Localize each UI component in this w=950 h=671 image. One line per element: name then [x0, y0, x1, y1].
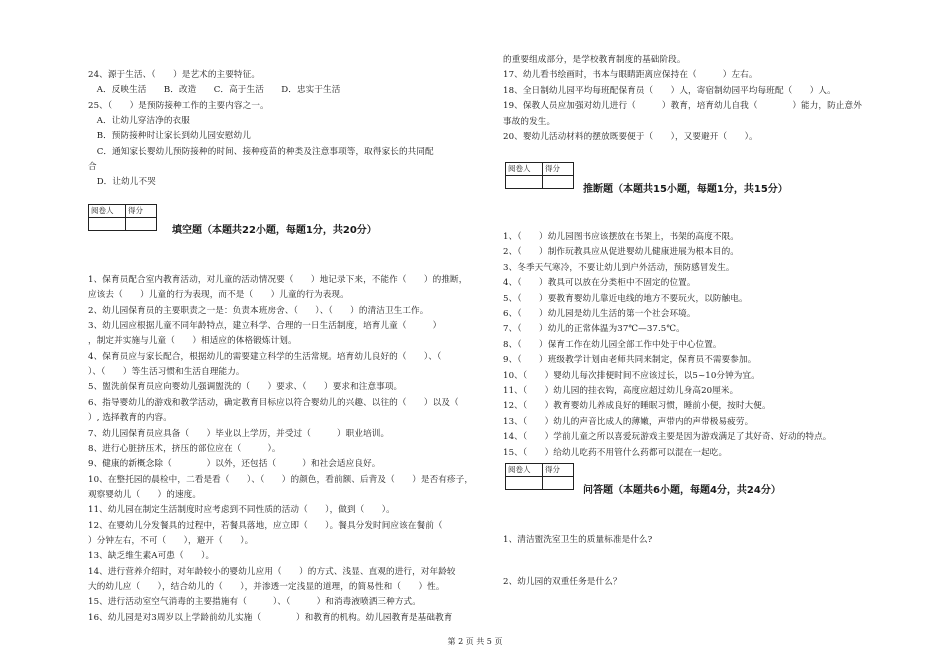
score-label: 得分	[543, 464, 574, 477]
score-cell	[543, 176, 574, 189]
qa-question-line: 2、幼儿园的双重任务是什么？	[503, 577, 622, 587]
fill-question-line: 大的幼儿应（ ），结合幼儿的（ ），并渗透一定浅显的道理，的简易性和（ ）性。	[88, 582, 445, 592]
fill-question-line: 8、进行心脏挤压术，挤压的部位应在（ ）。	[88, 443, 281, 454]
reviewer-cell	[506, 477, 543, 490]
fill-question-line: 16、幼儿园是对3周岁以上学龄前幼儿实施（ ）和教育的机构。幼儿园教育是基础教育	[88, 612, 453, 623]
judge-question-line: 15、（ ）给幼儿吃药不用管什么药都可以混在一起吃。	[503, 447, 728, 458]
question-line: 18、全日制幼儿园平均每班配保育员（ ）人，寄宿制幼园平均每班配（ ）人。	[503, 85, 836, 96]
score-label: 得分	[543, 163, 574, 176]
question-line: A．反映生活 B．改造 C．高于生活 D．忠实于生活	[88, 85, 341, 96]
fill-question-line: ，制定并实施与儿童（ ）相适应的体格锻炼计划。	[88, 336, 297, 347]
question-line: D．让幼儿不哭	[88, 177, 156, 188]
question-line: 25、（ ）是预防接种工作的主要内容之一。	[88, 100, 269, 111]
question-line: B．预防接种时让家长到幼儿园安慰幼儿	[88, 131, 251, 142]
fill-question-line: ）分钟左右，不可（ ），避开（ ）。	[88, 535, 254, 546]
fill-question-line: ）, 选择教育的内容。	[88, 413, 172, 424]
score-box	[505, 162, 574, 189]
score-cell	[126, 218, 157, 231]
page-footer: 第 2 页 共 5 页	[447, 637, 503, 646]
score-label: 得分	[126, 205, 157, 218]
judge-question-line: 14、（ ）学前儿童之所以喜爱玩游戏主要是因为游戏满足了其好奇、好动的特点。	[503, 432, 832, 443]
judge-question-line: 5、（ ）要教育婴幼儿靠近电线的地方不要玩火，以防触电。	[503, 293, 748, 304]
judge-question-line: 9、（ ）班级教学计划由老师共同来制定，保育员不需要参加。	[503, 355, 757, 366]
qa-question-line: 1、清洁盥洗室卫生的质量标准是什么?	[503, 535, 653, 545]
fill-question-line: 10、在整托园的晨检中，二看是看（ ）、（ ）的颜色，看前额、后背及（ ）是否有疹子，	[88, 474, 474, 485]
judge-question-line: 4、（ ）教具可以放在分类柜中不固定的位置。	[503, 278, 696, 289]
judge-question-line: 1、（ ）幼儿园图书应该摆放在书架上，书架的高度不限。	[503, 232, 739, 242]
question-line: 事故的发生。	[503, 116, 556, 127]
reviewer-label: 阅卷人	[506, 163, 543, 176]
score-box	[505, 463, 574, 490]
question-line: 合	[88, 161, 97, 172]
section-title-judge: 推断题（本题共15小题，每题1分，共15分）	[583, 184, 788, 195]
fill-question-line: 14、进行营养介绍时，对年龄较小的婴幼儿应用（ ）的方式、浅显、直观的进行，对年龄较	[88, 566, 456, 577]
judge-question-line: 6、（ ）幼儿园是幼儿生活的第一个社会环境。	[503, 309, 696, 319]
fill-question-line: 13、缺乏维生素A可患（ ）。	[88, 551, 215, 562]
judge-question-line: 2、（ ）制作玩教具应从促进婴幼儿健康进展为根本目的。	[503, 247, 739, 258]
fill-question-line: 5、盥洗前保育员应向婴幼儿强调盥洗的（ ）要求、（ ）要求和注意事项。	[88, 382, 403, 393]
judge-question-line: 8、（ ）保育工作在幼儿园全部工作中处于中心位置。	[503, 339, 722, 350]
score-cell	[543, 477, 574, 490]
reviewer-cell	[89, 218, 126, 231]
fill-question-line: 3、幼儿园应根据儿童不同年龄特点，建立科学、合理的一日生活制度，培育儿童（ ）	[88, 321, 442, 332]
question-line: 20、婴幼儿活动材料的摆放既要便于（ ），又要避开（ ）。	[503, 132, 758, 142]
question-line: A．让幼儿穿洁净的衣服	[88, 115, 190, 126]
fill-question-line: 2、幼儿园保育员的主要职责之一是：负责本班房舍、（ ）、（ ）的清洁卫生工作。	[88, 305, 429, 316]
question-line: 17、幼儿看书绘画时，书本与眼睛距离应保持在（ ）左右。	[503, 70, 758, 81]
fill-question-line: 15、进行活动室空气消毒的主要措施有（ ）、（ ）和消毒液喷洒三种方式。	[88, 597, 421, 608]
fill-question-line: ）、（ ）等生活习惯和生活自理能力。	[88, 367, 245, 378]
judge-question-line: 7、（ ）幼儿的正常体温为37℃—37.5℃。	[503, 324, 685, 335]
question-line: C．通知家长婴幼儿预防接种的时间、接种疫苗的种类及注意事项等，取得家长的共同配	[88, 146, 434, 157]
score-box	[88, 204, 157, 231]
fill-question-line: 6、指导婴幼儿的游戏和教学活动，确定教育目标应以符合婴幼儿的兴趣、以往的（ ）以及（	[88, 397, 459, 408]
judge-question-line: 10、（ ）婴幼儿每次排便时间不应该过长，以5~10分钟为宜。	[503, 370, 760, 381]
fill-question-line: 1、保育员配合室内教育活动，对儿童的活动情况要（ ）地记录下来，不能作（ ）的推断，	[88, 275, 468, 285]
question-line: 19、保教人员应加强对幼儿进行（ ）教育，培育幼儿自我（ ）能力，防止意外	[503, 101, 862, 112]
judge-question-line: 3、冬季天气寒冷，不要让幼儿到户外活动，预防感冒发生。	[503, 262, 735, 273]
judge-question-line: 11、（ ）幼儿园的挂衣钩，高度应超过幼儿身高20厘米。	[503, 386, 739, 396]
reviewer-label: 阅卷人	[506, 464, 543, 477]
section-title-qa: 问答题（本题共6小题，每题4分，共24分）	[583, 485, 781, 496]
fill-question-line: 7、幼儿园保育员应具备（ ）毕业以上学历，并受过（ ）职业培训。	[88, 428, 390, 439]
fill-question-line: 12、在婴幼儿分发餐具的过程中，若餐具落地，应立即（ ）。餐具分发时间应该在餐前（	[88, 520, 452, 531]
fill-question-line: 11、幼儿园在制定生活制度时应考虑到不同性质的活动（ ），做到（ ）。	[88, 505, 395, 516]
reviewer-label: 阅卷人	[89, 205, 126, 218]
fill-question-line: 9、健康的新概念除（ ）以外，还包括（ ）和社会适应良好。	[88, 459, 381, 470]
fill-question-line: 4、保育员应与家长配合，根据幼儿的需要建立科学的生活常规。培育幼儿良好的（ ）、（	[88, 351, 451, 362]
judge-question-line: 13、（ ）幼儿的声音比成人的薄嫩，声带内的声带极易疲劳。	[503, 416, 754, 427]
fill-question-line: 观察婴幼儿（ ）的速度。	[88, 489, 202, 500]
section-title-fill: 填空题（本题共22小题，每题1分，共20分）	[172, 225, 377, 236]
fill-question-line: 应该去（ ）儿童的行为表现，而不是（ ）儿童的行为表现。	[88, 290, 349, 301]
reviewer-cell	[506, 176, 543, 189]
judge-question-line: 12、（ ）教育婴幼儿养成良好的睡眠习惯，睡前小便，按时大便。	[503, 401, 771, 412]
question-line: 24、源于生活、（ ）是艺术的主要特征。	[88, 70, 261, 80]
question-line: 的重要组成部分，是学校教育制度的基础阶段。	[503, 55, 686, 65]
